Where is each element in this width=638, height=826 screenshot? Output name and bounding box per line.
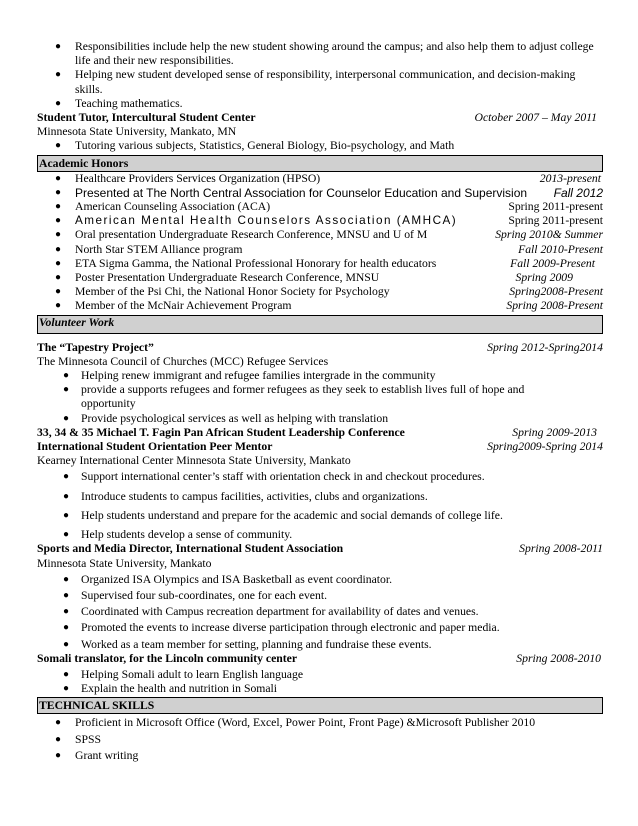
honors-list	[37, 172, 603, 314]
bullet-icon: ●	[55, 229, 62, 241]
list-item: ● Healthcare Providers Services Organization (HPSO) 2013-present	[55, 171, 601, 185]
mentor-date: Spring2009-Spring 2014	[487, 440, 603, 454]
bullet-icon: ●	[63, 622, 70, 634]
bullet-icon: ●	[63, 573, 70, 585]
section-heading-technical-skills: TECHNICAL SKILLS	[37, 697, 603, 714]
list-item: ● ETA Sigma Gamma, the National Professional Honorary for health educators Fall 2009-Present	[55, 256, 595, 270]
list-item: ● Helping Somali adult to learn English language	[63, 667, 304, 681]
list-item: ● Member of the McNair Achievement Program Spring 2008-Present	[55, 299, 603, 313]
bullet-icon: ●	[63, 668, 70, 680]
bullet-icon: ●	[63, 509, 70, 521]
bullet-icon: ●	[55, 201, 62, 213]
list-item: ● Help students develop a sense of community.	[63, 528, 293, 542]
list-item: ● SPSS	[55, 732, 102, 746]
mentor-title: International Student Orientation Peer Mentor	[37, 440, 273, 454]
responsibilities-list	[37, 40, 603, 111]
tapestry-date: Spring 2012-Spring2014	[487, 340, 603, 354]
sports-date: Spring 2008-2011	[519, 542, 603, 556]
tapestry-header	[37, 341, 603, 355]
list-item: ● Presented at The North Central Association for Counselor Education and Supervision Fall 2012	[55, 185, 603, 200]
bullet-icon: ●	[55, 717, 62, 729]
bullet-icon: ●	[55, 733, 62, 745]
bullet-icon: ●	[55, 257, 62, 269]
bullet-icon: ●	[55, 186, 62, 198]
section-heading-volunteer-work: Volunteer Work	[37, 315, 603, 334]
tutor-header	[37, 111, 603, 125]
bullet-icon: ●	[63, 638, 70, 650]
list-item: ● provide a supports refugees and former refugees as they seek to establish lives full of hope and opportunity	[63, 383, 525, 411]
bullet-icon: ●	[63, 490, 70, 502]
bullet-icon: ●	[55, 749, 62, 761]
list-item: ● Organized ISA Olympics and ISA Basketball as event coordinator.	[63, 572, 393, 586]
bullet-icon: ●	[63, 606, 70, 618]
list-item: ● Promoted the events to increase diverse participation through electronic and paper media.	[63, 621, 500, 635]
bullet-icon: ●	[55, 41, 62, 52]
bullet-icon: ●	[55, 272, 62, 284]
list-item: ● Poster Presentation Undergraduate Research Conference, MNSU Spring 2009	[55, 271, 573, 285]
fagin-header	[37, 426, 603, 440]
somali-header	[37, 652, 603, 666]
sports-header	[37, 542, 603, 556]
mentor-org: Kearney International Center Minnesota State University, Mankato	[37, 454, 351, 468]
list-item: ● Support international center’s staff with orientation check in and checkout procedures.	[63, 470, 485, 484]
bullet-text: Teaching mathematics.	[75, 96, 183, 110]
bullet-icon: ●	[63, 529, 70, 541]
resume-page	[37, 40, 603, 763]
tutor-title: Student Tutor, Intercultural Student Center	[37, 111, 256, 125]
list-item: ● Introduce students to campus facilities, activities, clubs and organizations.	[63, 489, 428, 503]
bullet-icon: ●	[63, 370, 70, 382]
fagin-title: 33, 34 & 35 Michael T. Fagin Pan African Student Leadership Conference	[37, 425, 405, 439]
bullet-icon: ●	[63, 471, 70, 483]
bullet-icon: ●	[55, 215, 62, 227]
bullet-icon: ●	[63, 412, 70, 424]
somali-title: Somali translator, for the Lincoln community center	[37, 651, 298, 665]
sports-title: Sports and Media Director, International Student Association	[37, 542, 344, 556]
bullet-icon: ●	[55, 140, 62, 152]
list-item: ● Member of the Psi Chi, the National Honor Society for Psychology Spring2008-Present	[55, 285, 603, 299]
list-item: ● Oral presentation Undergraduate Research Conference, MNSU and U of M Spring 2010& Summer	[55, 228, 603, 242]
sports-org: Minnesota State University, Mankato	[37, 556, 212, 570]
list-item	[37, 139, 603, 153]
list-item: ● Coordinated with Campus recreation department for availability of dates and venues.	[63, 605, 479, 619]
bullet-icon: ●	[63, 384, 70, 396]
bullet-icon: ●	[55, 97, 62, 109]
list-item	[37, 40, 603, 68]
list-item: ● Grant writing	[55, 748, 139, 762]
tutor-date: October 2007 – May 2011	[474, 111, 597, 125]
mentor-header	[37, 440, 603, 454]
bullet-text: Tutoring various subjects, Statistics, General Biology, Bio-psychology, and Math	[75, 139, 455, 153]
list-item	[37, 97, 603, 111]
bullet-icon: ●	[63, 683, 70, 695]
list-item: ● American Mental Health Counselors Association (AMHCA) Spring 2011-present	[55, 214, 603, 228]
bullet-icon: ●	[55, 300, 62, 312]
tapestry-org: The Minnesota Council of Churches (MCC) Refugee Services	[37, 354, 329, 368]
bullet-icon: ●	[55, 69, 62, 81]
list-item: ● American Counseling Association (ACA) Spring 2011-present	[55, 200, 603, 214]
bullet-icon: ●	[55, 172, 62, 184]
list-item: ● Supervised four sub-coordinates, one for each event.	[63, 588, 328, 602]
tapestry-title: The “Tapestry Project”	[37, 340, 154, 354]
list-item: ● North Star STEM Alliance program Fall 2010-Present	[55, 242, 603, 256]
somali-date: Spring 2008-2010	[516, 651, 601, 665]
section-heading-academic-honors: Academic Honors	[37, 155, 603, 172]
list-item: ● Provide psychological services as well as helping with translation	[63, 411, 389, 425]
bullet-icon: ●	[55, 286, 62, 298]
list-item: ● Explain the health and nutrition in Somali	[63, 682, 278, 696]
bullet-text: Responsibilities include help the new student showing around the campus; and also help them to adjust college life and their new responsibilities.	[75, 40, 594, 68]
bullet-icon: ●	[55, 243, 62, 255]
tutor-org: Minnesota State University, Mankato, MN	[37, 125, 237, 139]
list-item: ● Help students understand and prepare for the academic and social demands of college life.	[63, 508, 503, 522]
bullet-icon: ●	[63, 589, 70, 601]
list-item: ● Proficient in Microsoft Office (Word, Excel, Power Point, Front Page) &Microsoft Publisher 2010	[55, 716, 536, 730]
list-item: ● Helping renew immigrant and refugee families intergrade in the community	[63, 369, 436, 383]
list-item: ● Worked as a team member for setting, planning and fundraise these events.	[63, 637, 432, 651]
bullet-text: Helping new student developed sense of responsibility, interpersonal communication, and decision-making skills.	[75, 68, 576, 96]
fagin-date: Spring 2009-2013	[512, 425, 597, 439]
list-item	[37, 68, 603, 96]
